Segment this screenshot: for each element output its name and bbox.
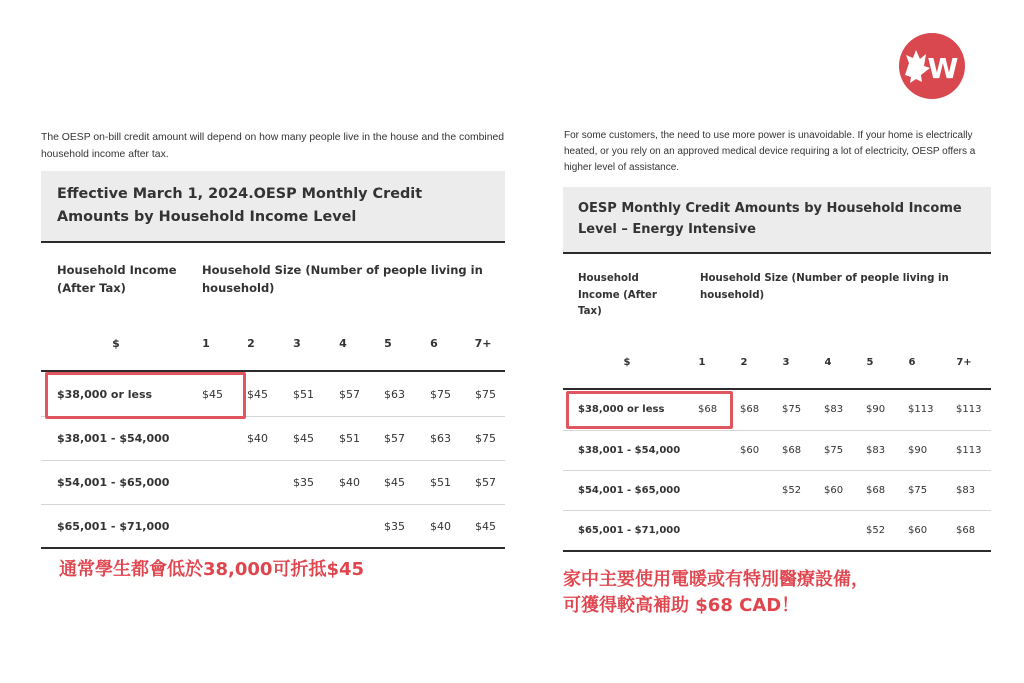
right-caption (563, 567, 869, 619)
left-row-value: $51 (339, 432, 360, 445)
right-row-value: $75 (824, 445, 844, 456)
right-table-bottom-border (563, 550, 991, 552)
left-size-header: 1 (202, 337, 210, 350)
right-size-header: 2 (740, 357, 748, 368)
right-size-header: 6 (908, 357, 916, 368)
left-row-value: $45 (293, 432, 314, 445)
right-row-value: $75 (782, 404, 802, 415)
left-row-value: $57 (384, 432, 405, 445)
right-row-income: $65,001 - $71,000 (578, 525, 681, 536)
right-size-header: 1 (698, 357, 706, 368)
row-divider (563, 430, 991, 431)
right-size-header: $ (623, 357, 631, 368)
right-caption-line-1: 家中主要使用電暖或有特別醫療設備， (563, 569, 869, 590)
left-row-value: $51 (430, 476, 451, 489)
right-row-value: $113 (956, 404, 982, 415)
left-row-value: $57 (475, 476, 496, 489)
right-header-income: Household Income (After Tax) (578, 273, 657, 317)
right-row-value: $90 (908, 445, 928, 456)
left-row-value: $75 (475, 388, 496, 401)
right-row-value: $83 (866, 445, 886, 456)
left-row-value: $45 (247, 388, 268, 401)
left-row-value: $40 (247, 432, 268, 445)
right-row-value: $83 (824, 404, 844, 415)
left-row-value: $45 (475, 520, 496, 533)
row-divider (563, 510, 991, 511)
right-row-value: $68 (698, 404, 718, 415)
right-row-value: $68 (956, 525, 976, 536)
right-row-value: $68 (740, 404, 760, 415)
left-row-value: $75 (475, 432, 496, 445)
left-row-value: $75 (430, 388, 451, 401)
left-row-income: $38,001 - $54,000 (57, 432, 170, 445)
row-divider (41, 504, 505, 505)
left-caption: 通常學生都會低於38,000可折抵$45 (59, 559, 365, 580)
right-row-value: $90 (866, 404, 886, 415)
row-divider (41, 460, 505, 461)
left-row-value: $45 (202, 388, 223, 401)
left-size-header: 4 (339, 337, 347, 350)
right-row-value: $60 (824, 485, 844, 496)
left-size-header: 5 (384, 337, 392, 350)
row-divider (563, 470, 991, 471)
right-row-value: $60 (908, 525, 928, 536)
right-size-header: 7+ (956, 357, 972, 368)
left-table-title: Effective March 1, 2024.OESP Monthly Credit Amounts by Household Income Level (41, 171, 505, 243)
right-row-value: $75 (908, 485, 928, 496)
right-header-household-size: Household Size (Number of people living in household) (700, 273, 949, 301)
logo-letter: W (927, 52, 959, 85)
right-row-value: $60 (740, 445, 760, 456)
left-size-header: 2 (247, 337, 255, 350)
left-row-value: $35 (384, 520, 405, 533)
right-highlight-box (566, 391, 733, 429)
left-row-value: $57 (339, 388, 360, 401)
left-row-value: $63 (384, 388, 405, 401)
right-row-value: $68 (782, 445, 802, 456)
right-row-income: $38,001 - $54,000 (578, 445, 681, 456)
left-row-value: $35 (293, 476, 314, 489)
right-row-value: $113 (908, 404, 934, 415)
left-row-value: $40 (430, 520, 451, 533)
left-intro-text: The OESP on-bill credit amount will depend on how many people live in the house and the combined household income after tax. (41, 132, 505, 160)
left-size-header: 6 (430, 337, 438, 350)
right-table-title: OESP Monthly Credit Amounts by Household Income Level – Energy Intensive (563, 187, 991, 254)
right-caption-line-2: 可獲得較高補助 $68 CAD！ (563, 595, 800, 616)
left-highlight-box (45, 372, 246, 419)
left-row-value: $40 (339, 476, 360, 489)
right-row-value: $83 (956, 485, 976, 496)
left-row-value: $45 (384, 476, 405, 489)
right-row-income: $38,000 or less (578, 404, 665, 415)
right-size-header: 4 (824, 357, 832, 368)
maple-leaf-w-logo (899, 33, 965, 99)
right-row-value: $52 (782, 485, 802, 496)
left-header-household-size: Household Size (Number of people living in household) (202, 263, 483, 295)
left-header-income: Household Income (After Tax) (57, 263, 177, 295)
left-size-header: $ (112, 337, 120, 350)
right-row-value: $68 (866, 485, 886, 496)
right-row-income: $54,001 - $65,000 (578, 485, 681, 496)
right-row-value: $113 (956, 445, 982, 456)
left-size-header: 3 (293, 337, 301, 350)
right-row-value: $52 (866, 525, 886, 536)
maple-leaf-icon (899, 33, 965, 99)
left-table-bottom-border (41, 547, 505, 549)
right-intro-text: For some customers, the need to use more power is unavoidable. If your home is electrically heated, or you rely on an approved medical device requiring a lot of electricity, OESP offers a higher level of assistance. (564, 130, 976, 173)
right-size-header: 3 (782, 357, 790, 368)
left-row-value: $63 (430, 432, 451, 445)
right-header-divider (563, 388, 991, 390)
left-size-header: 7+ (474, 337, 492, 350)
left-row-income: $65,001 - $71,000 (57, 520, 170, 533)
left-row-value: $51 (293, 388, 314, 401)
left-row-income: $38,000 or less (57, 388, 153, 401)
left-row-income: $54,001 - $65,000 (57, 476, 170, 489)
right-size-header: 5 (866, 357, 874, 368)
